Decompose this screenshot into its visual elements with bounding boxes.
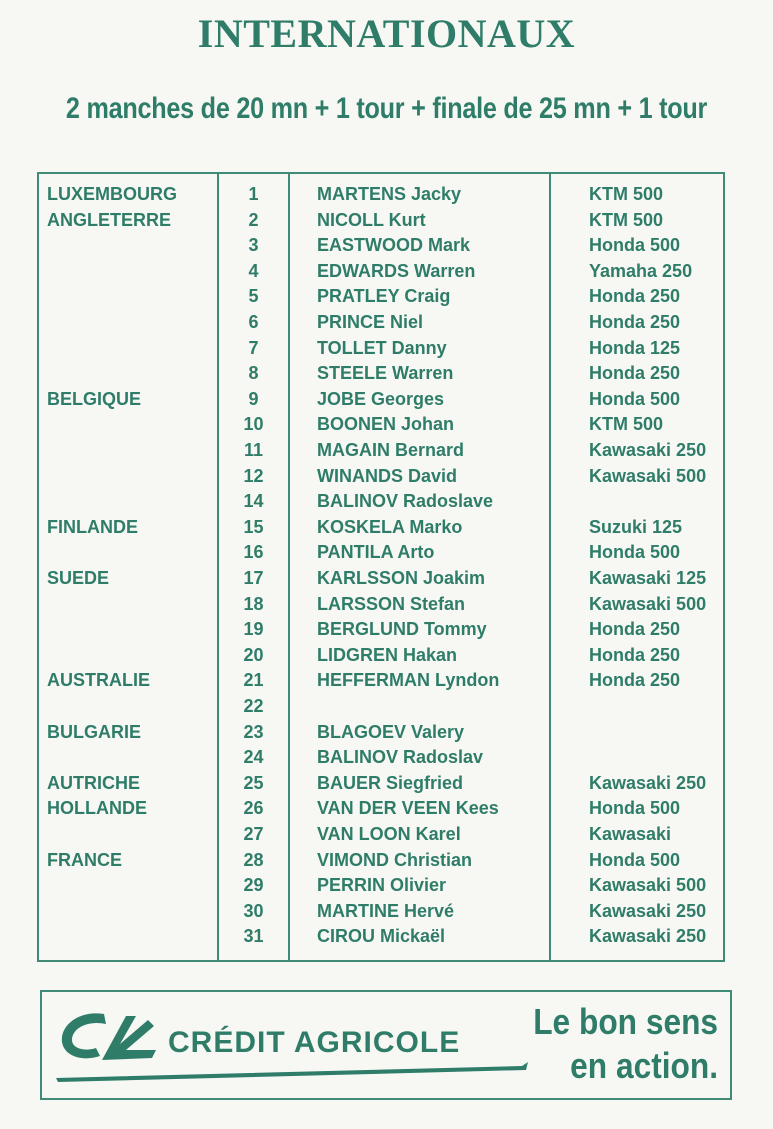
table-row [39, 208, 723, 234]
rider-cell: MARTINE Hervé [317, 900, 455, 921]
race-format-subtitle: 2 manches de 20 mn + 1 tour + finale de 25 mn + 1 tour [65, 92, 708, 125]
number-cell: 10 [243, 414, 264, 435]
rider-cell: NICOLL Kurt [317, 209, 426, 230]
table-row [39, 336, 723, 362]
rider-cell: BLAGOEV Valery [317, 721, 465, 742]
table-row [39, 592, 723, 618]
rider-cell: VIMOND Christian [317, 849, 473, 870]
country-cell: SUEDE [47, 568, 110, 588]
country-cell: BELGIQUE [47, 388, 142, 409]
table-row [39, 745, 723, 771]
number-cell: 14 [243, 491, 264, 512]
rider-cell: EDWARDS Warren [317, 260, 476, 281]
table-row [39, 361, 723, 387]
bike-cell: Kawasaki [589, 824, 672, 844]
bike-cell: Honda 500 [589, 388, 681, 409]
page-title: INTERNATIONAUX [197, 11, 576, 56]
number-cell: 28 [243, 849, 264, 870]
rider-cell: BERGLUND Tommy [317, 619, 487, 640]
rider-cell: CIROU Mickaël [317, 926, 446, 947]
number-cell: 20 [243, 644, 264, 665]
table-row [39, 182, 723, 208]
bike-cell: Honda 250 [589, 644, 681, 665]
table-row [39, 412, 723, 438]
table-row [39, 643, 723, 669]
table-row [39, 233, 723, 259]
number-cell: 15 [243, 516, 264, 537]
country-cell: AUSTRALIE [47, 670, 150, 691]
bike-cell: Honda 250 [589, 619, 681, 640]
number-cell: 4 [248, 260, 259, 281]
bike-cell: Kawasaki 500 [589, 465, 707, 486]
bike-cell: Honda 500 [589, 235, 681, 256]
country-cell: ANGLETERRE [47, 209, 172, 230]
number-cell: 5 [248, 286, 259, 307]
number-cell: 17 [243, 568, 264, 588]
rider-cell: BOONEN Johan [317, 414, 455, 435]
table-row [39, 438, 723, 464]
bike-cell: Kawasaki 250 [589, 440, 707, 460]
bike-cell: Honda 500 [589, 542, 681, 563]
bike-cell: Kawasaki 250 [589, 900, 707, 921]
rider-cell: KOSKELA Marko [317, 516, 463, 537]
bike-cell: Kawasaki 500 [589, 875, 707, 896]
number-cell: 29 [243, 875, 264, 896]
country-cell: LUXEMBOURG [47, 184, 177, 204]
rider-cell: MARTENS Jacky [317, 184, 462, 204]
number-cell: 11 [243, 440, 264, 460]
bike-cell: Suzuki 125 [589, 516, 683, 537]
number-cell: 16 [243, 542, 264, 563]
number-cell: 1 [248, 184, 259, 204]
rider-cell: PERRIN Olivier [317, 875, 447, 896]
number-cell: 18 [243, 593, 264, 614]
slogan-line-1: Le bon sens [533, 1001, 718, 1042]
bike-cell: Honda 500 [589, 849, 681, 870]
sponsor-banner [40, 990, 732, 1100]
riders-table [37, 172, 725, 962]
table-row [39, 617, 723, 643]
slogan-line-2: en action. [570, 1045, 718, 1086]
bike-cell: Kawasaki 125 [589, 568, 707, 588]
number-cell: 22 [243, 696, 264, 716]
table-row [39, 387, 723, 413]
number-cell: 24 [243, 747, 264, 768]
country-cell: AUTRICHE [47, 772, 140, 793]
rider-cell: BAUER Siegfried [317, 772, 464, 793]
table-row [39, 796, 723, 822]
number-cell: 6 [248, 312, 259, 332]
rider-cell: PRINCE Niel [317, 312, 424, 332]
table-row [39, 848, 723, 874]
table-row [39, 771, 723, 797]
table-row [39, 822, 723, 848]
rider-cell: BALINOV Radoslav [317, 747, 484, 768]
country-cell: FRANCE [47, 849, 122, 870]
bike-cell: Honda 125 [589, 337, 681, 358]
bike-cell: Honda 250 [589, 312, 681, 332]
bike-cell: KTM 500 [589, 184, 664, 204]
bank-name: CRÉDIT AGRICOLE [168, 1026, 461, 1059]
rider-cell: VAN LOON Karel [317, 824, 461, 844]
number-cell: 23 [243, 721, 264, 742]
rider-cell: LARSSON Stefan [317, 593, 466, 614]
table-row [39, 464, 723, 490]
table-row [39, 873, 723, 899]
number-cell: 3 [248, 235, 259, 256]
country-cell: HOLLANDE [47, 798, 147, 819]
table-row [39, 720, 723, 746]
number-cell: 21 [243, 670, 264, 691]
table-row [39, 899, 723, 925]
rider-cell: KARLSSON Joakim [317, 568, 486, 588]
bike-cell: Honda 500 [589, 798, 681, 819]
bike-cell: Honda 250 [589, 670, 681, 691]
bike-cell: Honda 250 [589, 363, 681, 384]
number-cell: 12 [243, 465, 264, 486]
number-cell: 7 [248, 337, 259, 358]
table-row [39, 566, 723, 592]
rider-cell: TOLLET Danny [317, 337, 447, 358]
table-row [39, 694, 723, 720]
table-row [39, 515, 723, 541]
rider-cell: MAGAIN Bernard [317, 440, 465, 460]
country-cell: BULGARIE [47, 721, 141, 742]
table-row [39, 489, 723, 515]
number-cell: 26 [243, 798, 264, 819]
bike-cell: Kawasaki 250 [589, 926, 707, 947]
rider-cell: JOBE Georges [317, 388, 445, 409]
bike-cell: Kawasaki 250 [589, 772, 707, 793]
table-row [39, 924, 723, 950]
number-cell: 9 [248, 388, 259, 409]
country-cell: FINLANDE [47, 516, 138, 537]
rider-cell: STEELE Warren [317, 363, 454, 384]
bike-cell: Yamaha 250 [589, 260, 693, 281]
bike-cell: Honda 250 [589, 286, 681, 307]
rider-cell: HEFFERMAN Lyndon [317, 670, 500, 691]
number-cell: 8 [248, 363, 259, 384]
number-cell: 19 [243, 619, 264, 640]
rider-cell: BALINOV Radoslave [317, 491, 494, 512]
number-cell: 30 [243, 900, 264, 921]
table-row [39, 284, 723, 310]
bike-cell: Kawasaki 500 [589, 593, 707, 614]
bike-cell: KTM 500 [589, 414, 664, 435]
rider-cell: VAN DER VEEN Kees [317, 798, 499, 819]
table-row [39, 540, 723, 566]
bike-cell: KTM 500 [589, 209, 664, 230]
number-cell: 31 [243, 926, 264, 947]
number-cell: 27 [243, 824, 264, 844]
rider-cell: PRATLEY Craig [317, 286, 451, 307]
table-row [39, 259, 723, 285]
table-row [39, 668, 723, 694]
rider-cell: WINANDS David [317, 465, 458, 486]
rider-cell: EASTWOOD Mark [317, 235, 471, 256]
number-cell: 2 [248, 209, 259, 230]
rider-cell: PANTILA Arto [317, 542, 435, 563]
slogan [533, 1000, 718, 1088]
table-row [39, 310, 723, 336]
rider-cell: LIDGREN Hakan [317, 644, 458, 665]
number-cell: 25 [243, 772, 264, 793]
